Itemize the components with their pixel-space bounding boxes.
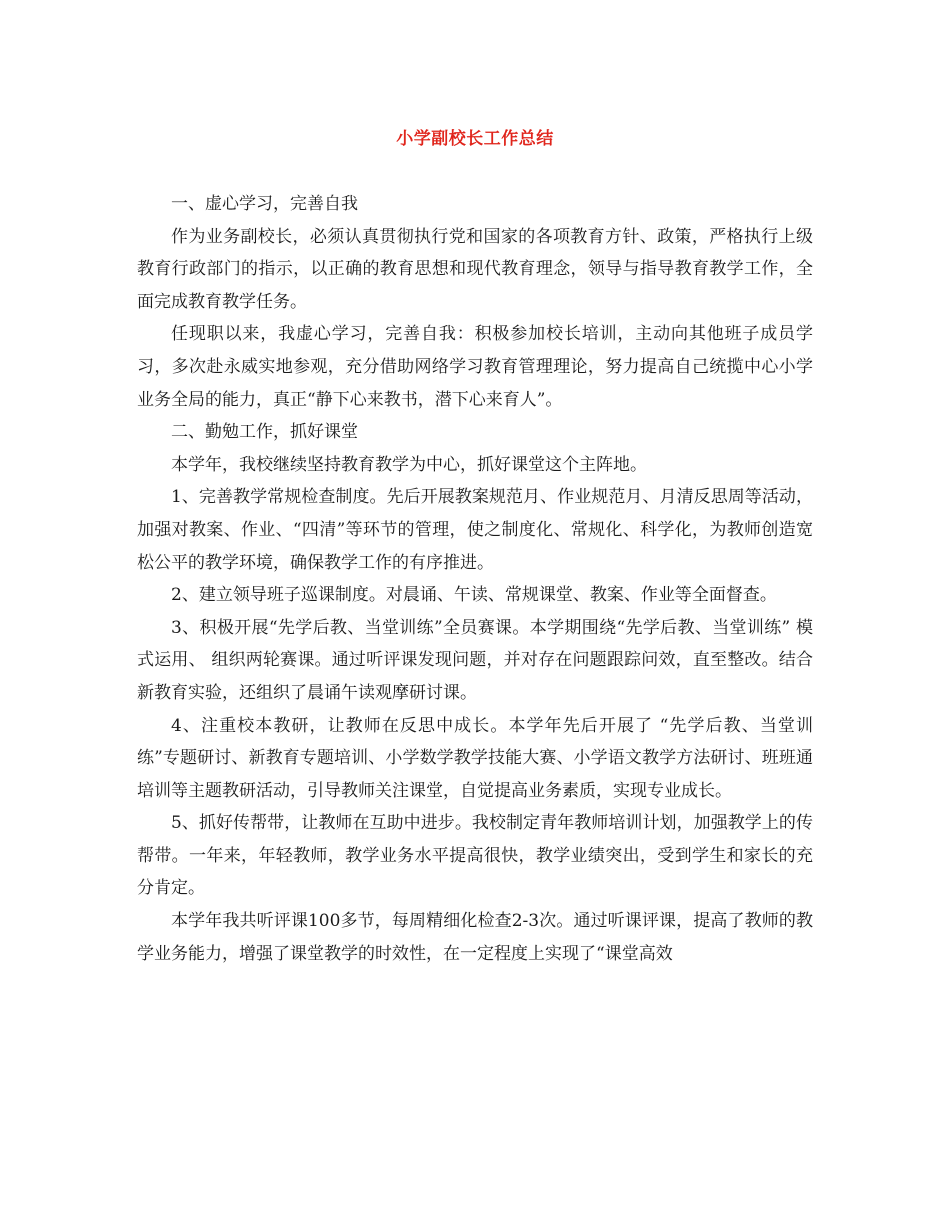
document-title: 小学副校长工作总结	[396, 129, 554, 149]
paragraph: 本学年，我校继续坚持教育教学为中心，抓好课堂这个主阵地。	[171, 454, 647, 475]
section-heading-2: 二、勤勉工作，抓好课堂	[171, 422, 358, 443]
paragraph: 本学年我共听评课100多节，每周精细化检查2-3次。通过听课评课，提高了教师的教学业务能力，增强了课堂教学的时效性，在一定程度上实现了“课堂高效	[137, 911, 813, 964]
list-item: 5、抓好传帮带，让教师在互助中进步。我校制定青年教师培训计划，加强教学上的传帮带。一年来，年轻教师，教学业务水平提高很快，教学业绩突出，受到学生和家长的充分肯定。	[137, 813, 813, 899]
paragraph: 作为业务副校长，必须认真贯彻执行党和国家的各项教育方针、政策，严格执行上级教育行政部门的指示，以正确的教育思想和现代教育理念，领导与指导教育教学工作，全面完成教育教学任务。	[137, 226, 813, 312]
document-body	[137, 188, 813, 970]
list-item: 1、完善教学常规检查制度。先后开展教案规范月、作业规范月、月清反思周等活动，加强对教案、作业、“四清”等环节的管理，使之制度化、常规化、科学化，为教师创造宽松公平的教学环境，确保教学工作的有序推进。	[137, 487, 813, 573]
paragraph: 任现职以来，我虚心学习，完善自我：积极参加校长培训，主动向其他班子成员学习，多次赴永威实地参观，充分借助网络学习教育管理理论，努力提高自己统揽中心小学业务全局的能力，真正“静下心来教书，潜下心来育人”。	[137, 324, 813, 410]
list-item: 2、建立领导班子巡课制度。对晨诵、午读、常规课堂、教案、作业等全面督查。	[171, 585, 777, 606]
section-heading-1: 一、虚心学习，完善自我	[171, 194, 358, 214]
list-item: 4、注重校本教研，让教师在反思中成长。本学年先后开展了 “先学后教、当堂训练”专题研讨、新教育专题培训、小学数学教学技能大赛、小学语文教学方法研讨、班班通培训等主题教研活动，引导教师关注课堂，自觉提高业务素质，实现专业成长。	[137, 715, 813, 801]
list-item: 3、积极开展“先学后教、当堂训练”全员赛课。本学期围绕“先学后教、当堂训练” 模式运用、 组织两轮赛课。通过听评课发现问题，并对存在问题跟踪问效，直至整改。结合新教育实验，还组织了晨诵午读观摩研讨课。	[137, 617, 813, 703]
